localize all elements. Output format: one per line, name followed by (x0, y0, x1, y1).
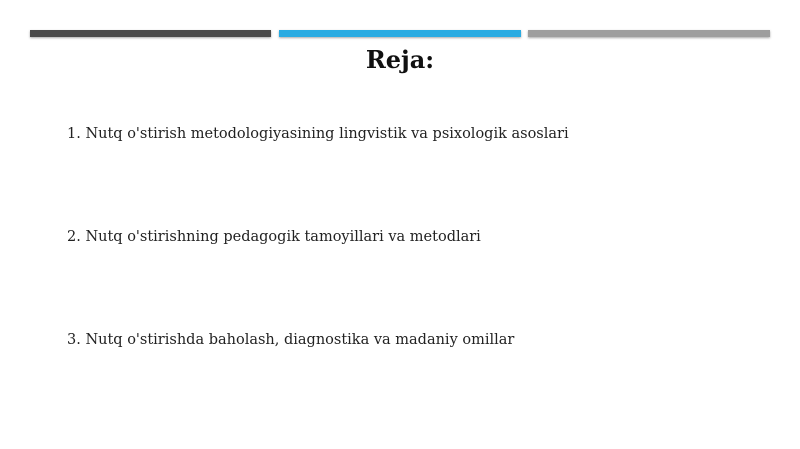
header-bar-dark (30, 30, 271, 37)
agenda-item-2: 2. Nutq o'stirishning pedagogik tamoyillari va metodlari (67, 229, 481, 245)
header-bar-gray (528, 30, 770, 37)
slide-title: Reja: (365, 45, 435, 74)
header-bar-blue (279, 30, 521, 37)
agenda-item-1: 1. Nutq o'stirish metodologiyasining lingvistik va psixologik asoslari (67, 126, 569, 142)
agenda-item-3: 3. Nutq o'stirishda baholash, diagnostika va madaniy omillar (67, 332, 515, 348)
